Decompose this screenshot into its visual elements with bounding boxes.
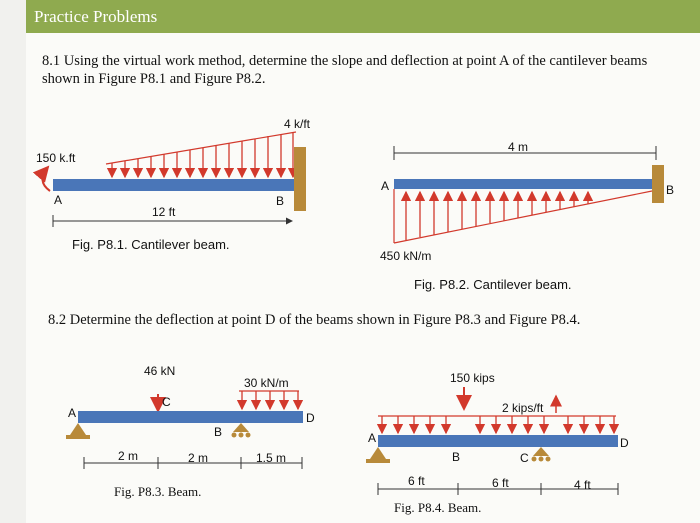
- fig-p8-1-caption: Fig. P8.1. Cantilever beam.: [72, 237, 230, 252]
- document-page: [26, 33, 700, 523]
- dim3-label: 4 ft: [574, 478, 591, 492]
- dim2-label: 6 ft: [492, 476, 509, 490]
- fig-p8-4-caption: Fig. P8.4. Beam.: [394, 500, 482, 515]
- header-title: Practice Problems: [34, 7, 158, 26]
- distributed-load-arrows: [239, 391, 299, 409]
- moment-arrow: [42, 167, 50, 191]
- point-a-label: A: [381, 179, 390, 193]
- moment-label: 150 k.ft: [36, 151, 76, 165]
- point-c-label: C: [520, 451, 529, 465]
- roller-support-b: [233, 423, 249, 432]
- problem-8-2-text: 8.2 Determine the deflection at point D of the beams shown in Figure P8.3 and Figure P8.4.: [48, 312, 581, 328]
- point-load-label: 46 kN: [144, 364, 176, 378]
- point-a-label: A: [368, 431, 377, 445]
- dim1-label: 2 m: [118, 449, 139, 463]
- beam: [78, 411, 303, 423]
- point-c-label: C: [162, 395, 171, 409]
- beam: [394, 179, 656, 189]
- load-label: 450 kN/m: [380, 249, 432, 263]
- section-header: [26, 0, 700, 33]
- fig-p8-2-caption: Fig. P8.2. Cantilever beam.: [414, 277, 572, 292]
- fig-p8-2: [394, 146, 664, 243]
- load-envelope: [394, 191, 652, 243]
- point-b-label: B: [276, 194, 285, 208]
- pin-support-a: [70, 423, 86, 435]
- span-label: 4 m: [508, 140, 529, 154]
- distributed-load-arrows: [406, 192, 588, 240]
- point-b-label: B: [214, 425, 223, 439]
- fixed-support: [652, 165, 664, 203]
- beam: [378, 435, 618, 447]
- roller-support-c: [533, 447, 549, 456]
- pin-support-a: [370, 447, 386, 459]
- point-a-label: A: [68, 406, 77, 420]
- beam: [53, 179, 296, 191]
- dim1-label: 6 ft: [408, 474, 425, 488]
- load-label: 4 k/ft: [284, 117, 311, 131]
- udl-label: 2 kips/ft: [502, 401, 544, 415]
- point-b-label: B: [452, 450, 461, 464]
- point-d-label: D: [620, 436, 629, 450]
- dim3-label: 1.5 m: [256, 451, 287, 465]
- span-label: 12 ft: [152, 205, 176, 219]
- distributed-load-arrows: [112, 132, 293, 177]
- dim2-label: 2 m: [188, 451, 209, 465]
- fig-p8-3-caption: Fig. P8.3. Beam.: [114, 484, 202, 499]
- point-b-label: B: [666, 183, 675, 197]
- point-load-label: 150 kips: [450, 371, 495, 385]
- problem-8-1-text: 8.1 Using the virtual work method, determine the slope and deflection at point A of the cantilever beams shown in Figure P8.1 and Figure P8.2.: [42, 53, 648, 87]
- fixed-support: [294, 147, 306, 211]
- udl-label: 30 kN/m: [244, 376, 289, 390]
- point-d-label: D: [306, 411, 315, 425]
- distributed-load-arrows: [378, 416, 616, 433]
- point-a-label: A: [54, 193, 63, 207]
